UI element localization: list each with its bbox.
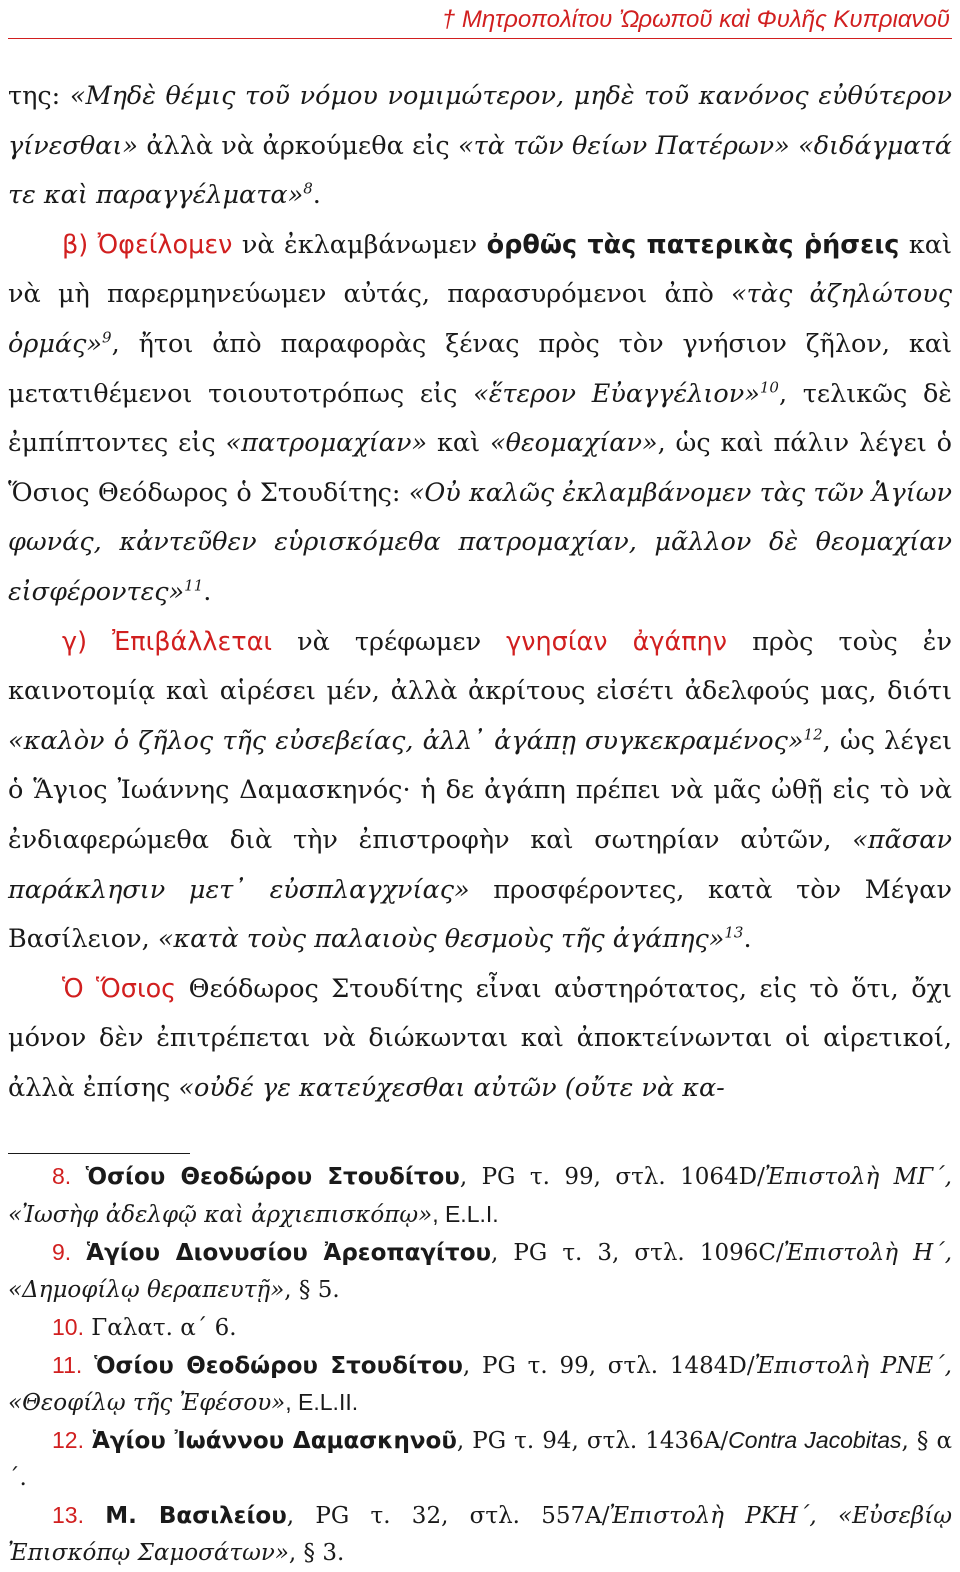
quote: «πᾶσαν παράκλησιν μετ᾽ εὐσπλαγχνίας» <box>8 824 952 905</box>
footnote-tail: , E.L.II. <box>285 1389 359 1416</box>
footnote-13 <box>8 1497 952 1572</box>
footnote-ref[interactable]: 10 <box>759 378 779 397</box>
emphasis: ὀρθῶς τὰς πατερικὰς ῥήσεις <box>486 229 900 260</box>
paragraph-4 <box>8 965 952 1114</box>
footnote-tail: , § 5. <box>284 1276 340 1303</box>
text-run: . <box>743 924 752 955</box>
footnote-number: 10. <box>52 1313 84 1340</box>
footnote-ref[interactable]: 12 <box>803 725 823 744</box>
footnote-title: Ἐπιστολὴ ΜΓ´, «Ἰωσὴφ ἀδελφῷ καὶ ἀρχιεπισκόπῳ» <box>8 1164 952 1228</box>
footnote-author: Ὁσίου Θεοδώρου Στουδίτου <box>85 1164 460 1190</box>
footnote-divider <box>8 1153 190 1154</box>
paragraph-2 <box>8 221 952 618</box>
footnote-ref-text: , PG τ. 3, στλ. 1096C/ <box>491 1239 784 1266</box>
main-text <box>8 72 952 1113</box>
quote: «καλὸν ὁ ζῆλος τῆς εὐσεβείας, ἀλλ᾽ ἀγάπῃ συγκεκραμένος» <box>8 725 804 756</box>
footnote-10 <box>8 1309 952 1347</box>
footnote-number: 8. <box>52 1163 72 1189</box>
quote: «Οὐ καλῶς ἐκλαμβάνομεν τὰς τῶν Ἁγίων φωνάς, κἀντεῦθεν εὑρισκόμεθα πατρομαχίαν, μᾶλλον δὲ θεομαχίαν εἰσφέροντες» <box>8 477 952 607</box>
footnote-8 <box>8 1158 952 1234</box>
text-run: καὶ νὰ μὴ παρερμηνεύωμεν αὐτάς, παρασυρόμενοι ἀπὸ <box>8 229 952 310</box>
paragraph-3 <box>8 618 952 965</box>
footnote-12 <box>8 1422 952 1497</box>
footnote-ref-text: , PG τ. 99, στλ. 1484D/ <box>462 1352 755 1379</box>
footnote-ref-text: Γαλατ. α´ 6. <box>91 1314 237 1341</box>
footnote-author: Ὁσίου Θεοδώρου Στουδίτου <box>94 1352 463 1379</box>
footnote-ref-text: , PG τ. 94, στλ. 1436A/ <box>456 1428 729 1455</box>
footnote-ref[interactable]: 9 <box>102 328 112 347</box>
footnote-number: 13. <box>52 1502 84 1529</box>
footnote-ref[interactable]: 8 <box>303 179 313 198</box>
section-lead: Ὁ Ὅσιος <box>62 973 177 1004</box>
quote: «Μηδὲ θέμις τοῦ νόμου νομιμώτερον, μηδὲ τοῦ κανόνος εὐθύτερον γίνεσθαι» <box>8 81 952 161</box>
footnote-author: Μ. Βασιλείου <box>105 1503 287 1530</box>
quote: «ἕτερον Εὐαγγέλιον» <box>473 378 760 409</box>
text-run: νὰ τρέφωμεν <box>272 626 507 657</box>
text-run: ἀλλὰ νὰ ἀρκούμεθα εἰς <box>138 130 458 161</box>
footnote-tail: , § 3. <box>288 1540 345 1567</box>
footnote-ref[interactable]: 11 <box>184 576 204 595</box>
footnote-ref-text: , PG τ. 99, στλ. 1064D/ <box>459 1164 765 1190</box>
footnote-number: 11. <box>52 1351 83 1378</box>
footnote-9 <box>8 1234 952 1309</box>
footnote-author: Ἁγίου Ἰωάννου Δαμασκηνοῦ <box>92 1428 457 1455</box>
header-divider <box>8 38 952 39</box>
footnote-tail: , § α´. <box>8 1428 952 1492</box>
text-run: καὶ <box>427 428 491 459</box>
text-run: , τελικῶς δὲ ἐμπίπτοντες εἰς <box>8 378 952 459</box>
text-run: της: <box>8 81 70 111</box>
quote: «τὰ τῶν θείων Πατέρων» <box>457 130 790 161</box>
quote: «διδάγματά τε καὶ παραγγέλματα» <box>8 130 952 211</box>
text-run: Θεόδωρος Στουδίτης εἶναι αὐστηρότατος, εἰς τὸ ὅτι, ὄχι μόνον δὲν ἐπιτρέπεται νὰ διώκωνται καὶ ἀποκτείνωνται οἱ αἱρετικοί, ἀλλὰ ἐπίσης <box>8 973 952 1103</box>
text-run: προσφέροντες, κατὰ τὸν Μέγαν Βασίλειον, <box>8 874 952 955</box>
footnote-title: Ἐπιστολὴ Η´, «Δημοφίλῳ θεραπευτῇ» <box>8 1239 953 1303</box>
section-lead: β) Ὀφείλομεν <box>62 229 233 260</box>
footnote-11 <box>8 1347 952 1423</box>
section-lead: γ) Ἐπιβάλλεται <box>62 626 273 657</box>
footnote-title: Ἐπιστολὴ ΡΝΕ´, «Θεοφίλῳ τῆς Ἐφέσου» <box>8 1352 952 1417</box>
footnote-title: Ἐπιστολὴ ΡΚΗ´, «Εὐσεβίῳ Ἐπισκόπῳ Σαμοσάτων» <box>8 1503 952 1567</box>
quote: «οὐδέ γε κατεύχεσθαι αὐτῶν (οὔτε νὰ κα- <box>178 1072 725 1103</box>
text-run: . <box>203 576 212 607</box>
footnote-ref[interactable]: 13 <box>724 923 744 942</box>
running-header: † Μητροπολίτου Ὠρωποῦ καὶ Φυλῆς Κυπριανοῦ <box>441 6 950 33</box>
footnote-ref-text: , PG τ. 32, στλ. 557A/ <box>286 1503 610 1530</box>
quote: «πατρομαχίαν» <box>225 428 428 459</box>
emphasis: γνησίαν ἀγάπην <box>506 626 728 657</box>
footnote-number: 12. <box>52 1427 84 1454</box>
paragraph-1 <box>8 72 952 221</box>
footnote-number: 9. <box>52 1238 72 1265</box>
text-run <box>790 131 798 161</box>
text-run: , ἤτοι ἀπὸ παραφορὰς ξένας πρὸς τὸν γνήσιον ζῆλον, καὶ μετατιθέμενοι τοιουτοτρόπως εἰς <box>8 328 952 409</box>
footnote-tail: , E.L.I. <box>432 1200 499 1227</box>
text-run: , ὡς καὶ πάλιν λέγει ὁ Ὅσιος Θεόδωρος ὁ Στουδίτης: <box>8 428 952 508</box>
quote: «θεομαχίαν» <box>490 428 658 459</box>
text-run: πρὸς τοὺς ἐν καινοτομίᾳ καὶ αἱρέσει μέν, ἀλλὰ ἀκρίτους εἰσέτι ἀδελφούς μας, διότι <box>8 626 952 707</box>
footnote-author: Ἁγίου Διονυσίου Ἀρεοπαγίτου <box>86 1239 492 1266</box>
footnote-title: Contra Jacobitas <box>728 1427 902 1454</box>
footnotes <box>8 1158 952 1572</box>
quote: «τὰς ἀζηλώτους ὁρμάς» <box>8 279 952 359</box>
quote: «κατὰ τοὺς παλαιοὺς θεσμοὺς τῆς ἀγάπης» <box>157 924 725 955</box>
text-run: . <box>312 180 321 211</box>
text-run: , ὡς λέγει ὁ Ἅγιος Ἰωάννης Δαμασκηνός· ἡ δε ἀγάπη πρέπει νὰ μᾶς ὠθῇ εἰς τὸ νὰ ἐνδιαφερώμεθα διὰ τὴν ἐπιστροφὴν καὶ σωτηρίαν αὐτῶν, <box>8 725 953 855</box>
text-run: νὰ ἐκλαμβάνωμεν <box>232 229 487 260</box>
